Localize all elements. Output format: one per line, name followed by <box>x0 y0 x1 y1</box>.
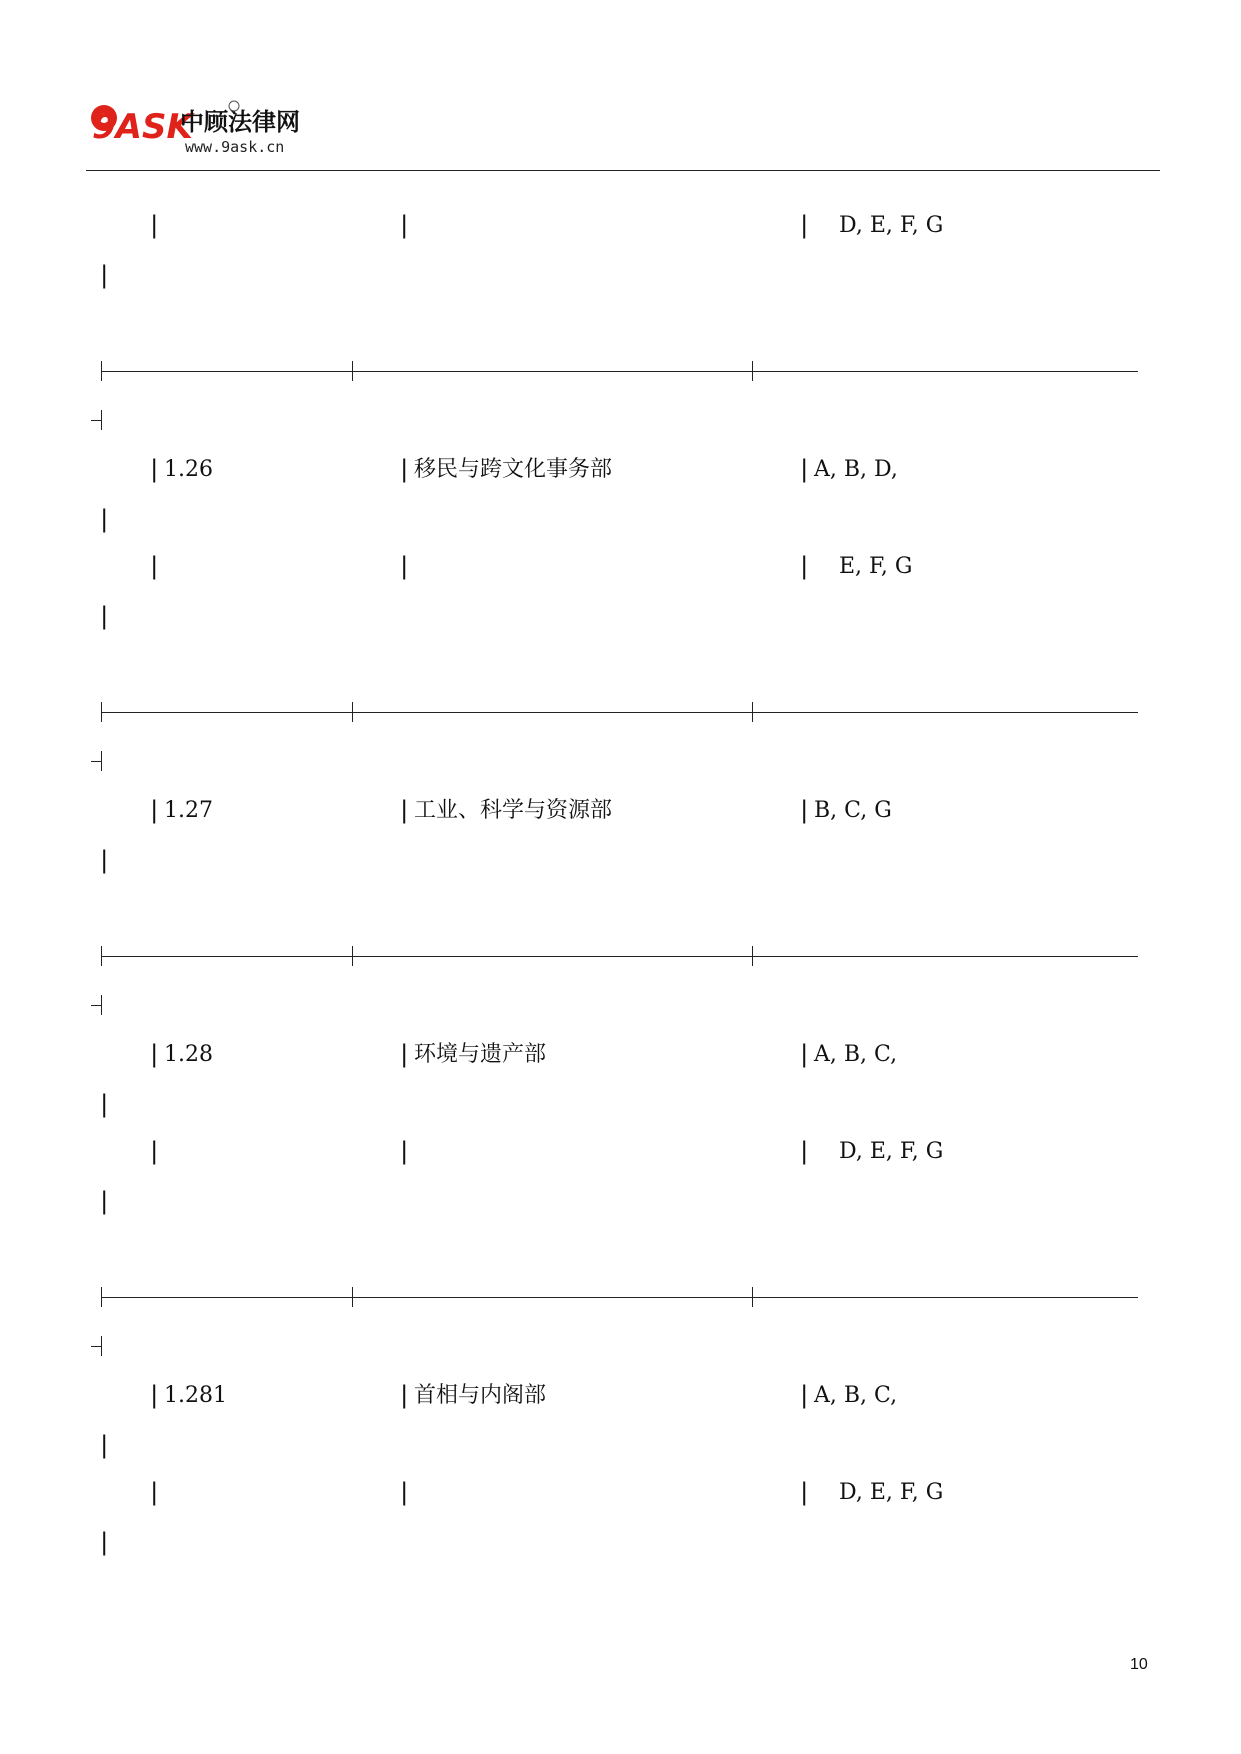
cell-border: | <box>397 1137 412 1165</box>
cell-border: | <box>797 1137 812 1165</box>
cell-codes: A, B, D, <box>814 457 898 482</box>
page-number: 10 <box>1130 1656 1148 1673</box>
cell-codes: B, C, G <box>814 798 892 823</box>
cell-border: | <box>797 796 812 824</box>
cell-border: | <box>97 1528 112 1556</box>
cell-border: | <box>147 796 162 824</box>
cell-border: | <box>797 1040 812 1068</box>
cell-codes: D, E, F, G <box>839 213 944 238</box>
cell-number: 1.26 <box>164 457 213 482</box>
cell-codes: D, E, F, G <box>839 1139 944 1164</box>
cell-border: | <box>97 261 112 289</box>
cell-border: | <box>797 211 812 239</box>
cell-number: 1.27 <box>164 798 213 823</box>
cell-border: | <box>147 552 162 580</box>
cell-border: | <box>797 552 812 580</box>
cell-department: 首相与内阁部 <box>414 1383 547 1408</box>
cell-border: | <box>797 455 812 483</box>
logo-graphic <box>88 100 328 160</box>
cell-border: | <box>797 1478 812 1506</box>
cell-border: | <box>97 1090 112 1118</box>
cell-border: | <box>397 796 412 824</box>
site-logo <box>88 100 328 160</box>
cell-border: | <box>147 1040 162 1068</box>
cell-border: | <box>97 1431 112 1459</box>
logo-brand: 9ASK <box>92 107 193 147</box>
logo-name: 中顾法律网 <box>180 108 300 136</box>
cell-border: | <box>147 211 162 239</box>
cell-border: | <box>97 505 112 533</box>
cell-border: | <box>97 1187 112 1215</box>
cell-department: 环境与遗产部 <box>414 1042 547 1067</box>
cell-department: 移民与跨文化事务部 <box>414 457 613 482</box>
cell-border: | <box>147 455 162 483</box>
cell-codes: A, B, C, <box>814 1042 898 1067</box>
cell-border: | <box>97 846 112 874</box>
cell-border: | <box>147 1381 162 1409</box>
header-divider <box>86 170 1160 171</box>
cell-border: | <box>397 1040 412 1068</box>
cell-border: | <box>97 602 112 630</box>
cell-border: | <box>397 552 412 580</box>
cell-border: | <box>147 1478 162 1506</box>
cell-border: | <box>397 1381 412 1409</box>
cell-codes: D, E, F, G <box>839 1480 944 1505</box>
cell-border: | <box>797 1381 812 1409</box>
cell-border: | <box>397 455 412 483</box>
cell-border: | <box>397 211 412 239</box>
cell-border: | <box>147 1137 162 1165</box>
cell-number: 1.281 <box>164 1383 227 1408</box>
cell-department: 工业、科学与资源部 <box>414 798 613 823</box>
cell-border: | <box>397 1478 412 1506</box>
cell-number: 1.28 <box>164 1042 213 1067</box>
cell-codes: A, B, C, <box>814 1383 898 1408</box>
cell-codes: E, F, G <box>839 554 913 579</box>
logo-url: www.9ask.cn <box>185 138 285 156</box>
